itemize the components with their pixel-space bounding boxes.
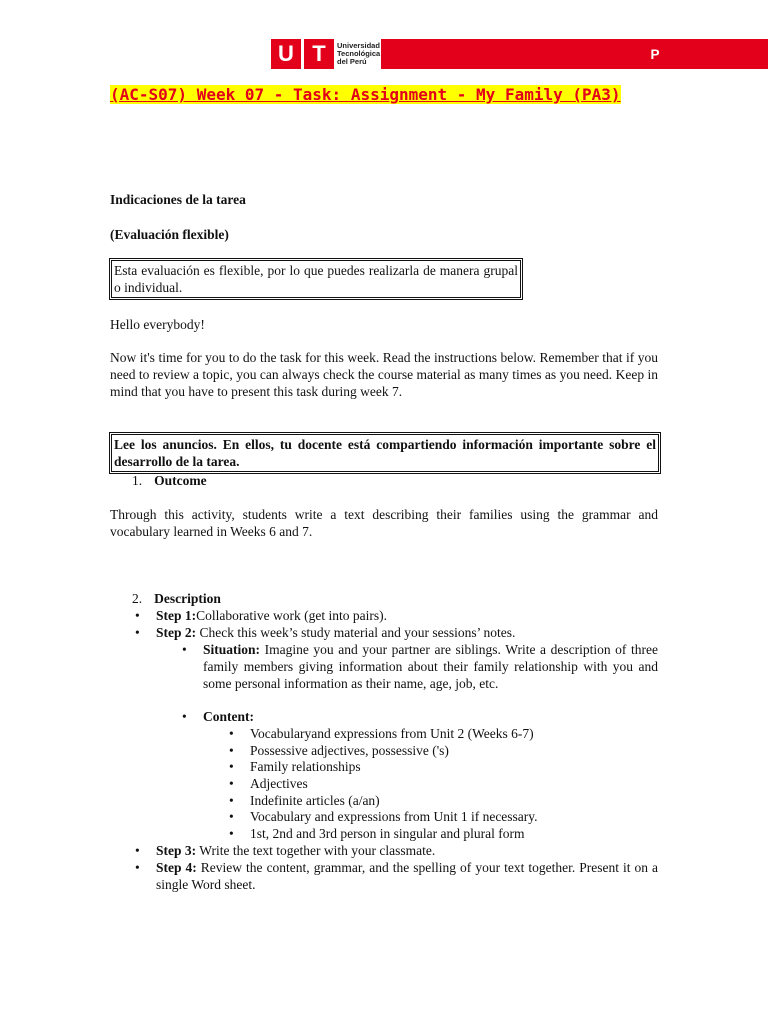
content-list-item: • Vocabulary and expressions from Unit 1 if necessary. xyxy=(250,808,658,825)
situation-item: • Situation: Imagine you and your partner are siblings. Write a description of three family members giving information about their family relationship with you and some personal information as their name, age, job, etc. xyxy=(203,641,658,692)
utp-logo xyxy=(271,38,660,70)
announcements-box: Lee los anuncios. En ellos, tu docente está compartiendo información importante sobre el desarrollo de la tarea. xyxy=(109,432,661,474)
step-4-item: • Step 4: Review the content, grammar, and the spelling of your text together. Present it on a single Word sheet. xyxy=(156,859,658,893)
greeting-text: Hello everybody! xyxy=(110,317,205,332)
page-title xyxy=(110,86,658,104)
content-item: • Content: xyxy=(203,708,658,725)
step-3-item: • Step 3: Write the text together with your classmate. xyxy=(156,842,658,859)
title-text: (AC-S07) Week 07 - Task: Assignment - My Family (PA3) xyxy=(110,85,621,104)
content-list-item: • 1st, 2nd and 3rd person in singular and plural form xyxy=(250,825,658,842)
content-list-item: • Family relationships xyxy=(250,758,658,775)
content-list-item: • Adjectives xyxy=(250,775,658,792)
intro-paragraph: Now it's time for you to do the task for this week. Read the instructions below. Remember that if you need to review a topic, you can always check the course material as many times as you need. Keep in mind that you have to present this task during week 7. xyxy=(110,350,658,399)
logo-letter-u: U xyxy=(271,39,301,69)
step-1-item: • Step 1:Collaborative work (get into pairs). xyxy=(156,607,658,624)
flexible-evaluation-box: Esta evaluación es flexible, por lo que puedes realizarla de manera grupal o individual. xyxy=(109,258,523,300)
logo-letter-p: P xyxy=(381,39,768,69)
description-heading: 2. Description xyxy=(132,591,221,606)
logo-university-name: Universidad Tecnológica del Perú xyxy=(337,41,381,66)
logo-letter-t: T xyxy=(304,39,334,69)
indicaciones-heading: Indicaciones de la tarea xyxy=(110,192,246,207)
evaluacion-heading: (Evaluación flexible) xyxy=(110,227,229,242)
step-2-item: • Step 2: Check this week’s study material and your sessions’ notes. xyxy=(156,624,658,641)
outcome-text: Through this activity, students write a text describing their families using the grammar and vocabulary learned in Weeks 6 and 7. xyxy=(110,507,658,539)
outcome-heading: 1. Outcome xyxy=(132,473,207,488)
content-list-item: • Possessive adjectives, possessive ('s) xyxy=(250,742,658,759)
content-list-item: • Vocabularyand expressions from Unit 2 (Weeks 6-7) xyxy=(250,725,658,742)
content-list-item: • Indefinite articles (a/an) xyxy=(250,792,658,809)
